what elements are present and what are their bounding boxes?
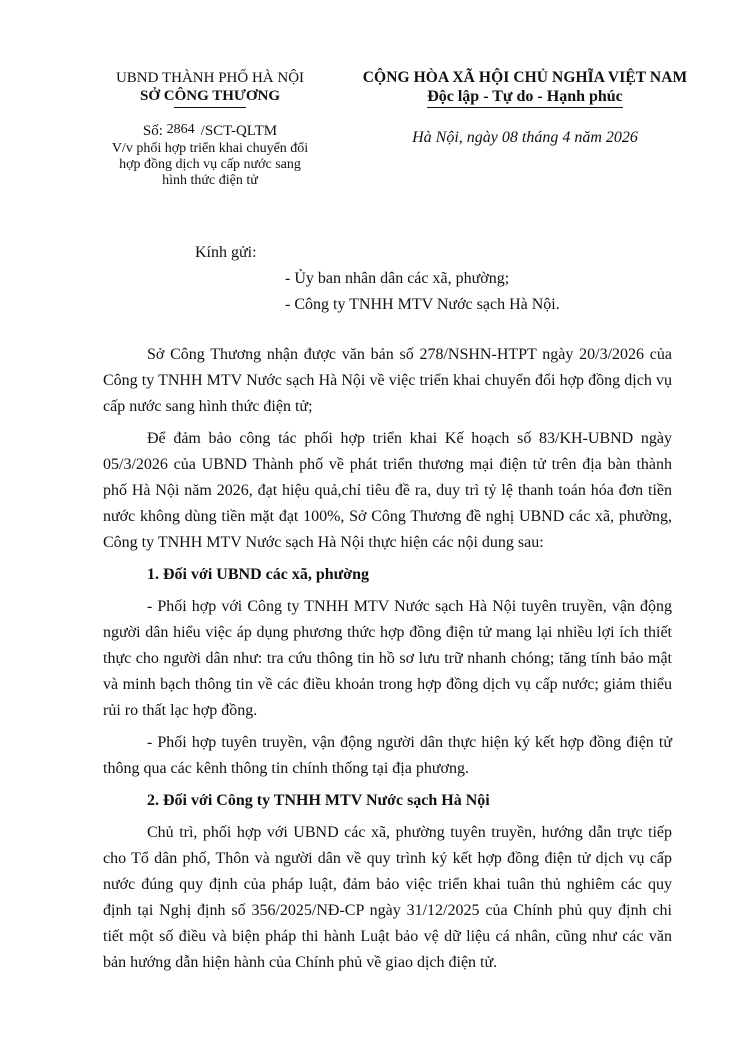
document-number-suffix: /SCT-QLTM [200,123,278,139]
document-number-value: 2864 [166,122,195,137]
section-item: - Phối hợp tuyên truyền, vận động người dân thực hiện ký kết hợp đồng điện tử thông qua các kênh thông tin chính thống tại địa phương. [103,734,672,777]
intro-paragraph: Sở Công Thương nhận được văn bản số 278/NSHN-HTPT ngày 20/3/2026 của Công ty TNHH MTV Nước sạch Hà Nội về việc triển khai chuyển đổi hợp đồng dịch vụ cấp nước sang hình thức điện tử; [103,346,672,415]
subject-line: hình thức điện tử [162,173,258,188]
document-number [85,122,335,141]
issuing-department: SỞ CÔNG THƯƠNG [139,88,281,104]
section-heading: 1. Đối với UBND các xã, phường [147,566,369,583]
document-subject [85,141,335,189]
recipient-item: - Công ty TNHH MTV Nước sạch Hà Nội. [285,296,560,313]
recipient-item: - Ủy ban nhân dân các xã, phường; [285,270,510,287]
purpose-paragraph: Để đảm bảo công tác phối hợp triển khai Kế hoạch số 83/KH-UBND ngày 05/3/2026 của UBND Thành phố về phát triển thương mại điện tử trên địa bàn thành phố Hà Nội năm 2026, đạt hiệu quả,chỉ tiêu đề ra, duy trì tỷ lệ thanh toán hóa đơn tiền nước không dùng tiền mặt đạt 100%, Sở Công Thương đề nghị UBND các xã, phường, Công ty TNHH MTV Nước sạch Hà Nội thực hiện các nội dung sau: [103,430,672,551]
document-body [103,342,672,982]
section-item: - Phối hợp với Công ty TNHH MTV Nước sạch Hà Nội tuyên truyền, vận động người dân hiểu việc áp dụng phương thức hợp đồng điện tử mang lại nhiều lợi ích thiết thực cho người dân như: tra cứu thông tin hồ sơ lưu trữ nhanh chóng; tăng tính bảo mật và minh bạch thông tin về các điều khoản trong hợp đồng dịch vụ cấp nước; giảm thiểu rủi ro thất lạc hợp đồng. [103,598,672,719]
document-number-label: Số: [142,123,163,139]
national-header-block [335,69,715,147]
issuing-authority-block [85,69,335,189]
parent-authority: UBND THÀNH PHỐ HÀ NỘI [115,70,305,86]
nation-name: CỘNG HÒA XÃ HỘI CHỦ NGHĨA VIỆT NAM [362,69,688,86]
header-divider [174,107,246,108]
recipients-block [195,240,560,318]
place-and-date: Hà Nội, ngày 08 tháng 4 năm 2026 [412,129,638,146]
section-heading: 2. Đối với Công ty TNHH MTV Nước sạch Hà Nội [147,792,490,809]
section-item: Chủ trì, phối hợp với UBND các xã, phường tuyên truyền, hướng dẫn trực tiếp cho Tổ dân phố, Thôn và người dân về quy trình ký kết hợp đồng điện tử dịch vụ cấp nước đúng quy định của pháp luật, đảm bảo việc triển khai tuân thủ nghiêm các quy định tại Nghị định số 356/2025/NĐ-CP ngày 31/12/2025 của Chính phủ quy định chi tiết một số điều và biện pháp thi hành Luật bảo vệ dữ liệu cá nhân, cũng như các văn bản hướng dẫn hiện hành của Chính phủ về giao dịch điện tử. [103,824,672,971]
recipients-label: Kính gửi: [195,244,257,261]
subject-line: hợp đồng dịch vụ cấp nước sang [119,157,301,172]
subject-line: V/v phối hợp triển khai chuyển đổi [111,141,309,156]
national-motto: Độc lập - Tự do - Hạnh phúc [427,87,623,108]
